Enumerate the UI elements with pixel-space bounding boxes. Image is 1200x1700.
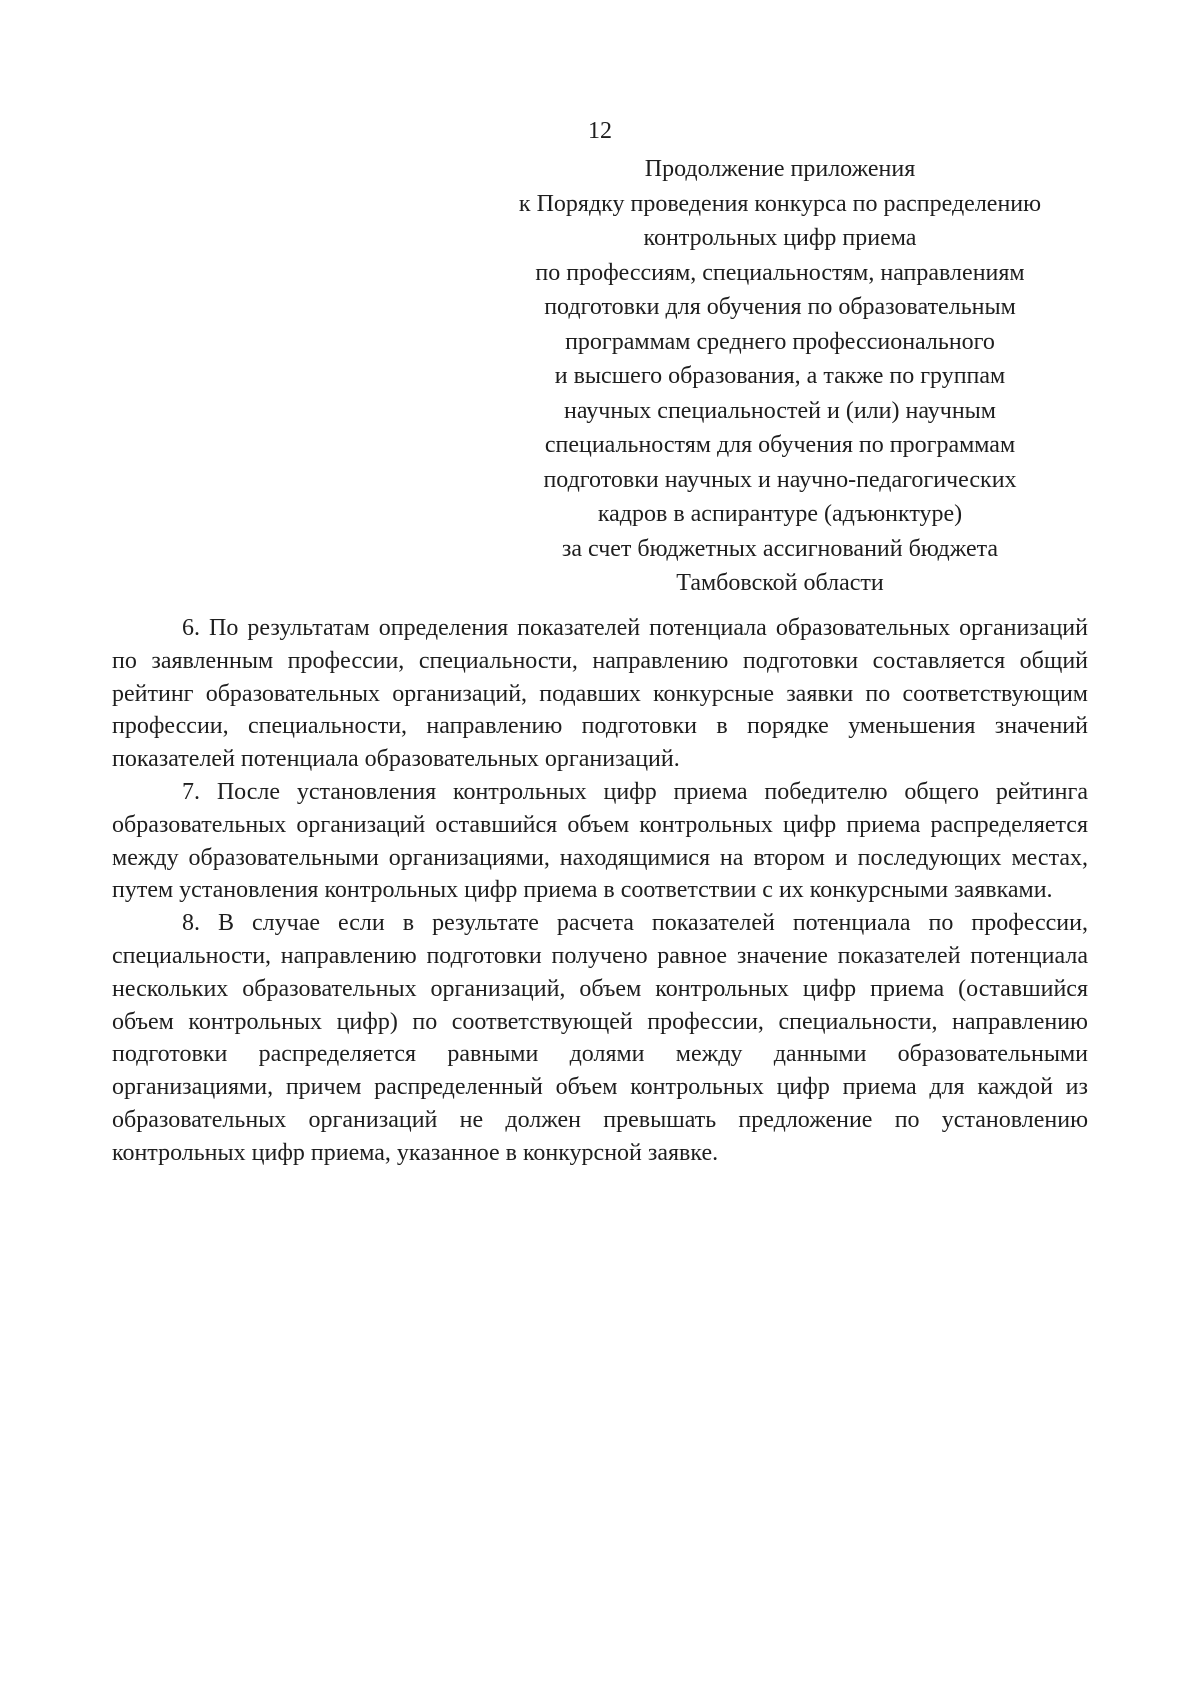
appendix-heading-line: Тамбовской области: [676, 570, 884, 596]
body-text: [112, 612, 1088, 1170]
appendix-heading-line: подготовки научных и научно-педагогических: [543, 466, 1017, 493]
appendix-heading-line: контрольных цифр приема: [643, 225, 917, 251]
appendix-heading-line: за счет бюджетных ассигнований бюджета: [561, 535, 999, 562]
appendix-heading: [420, 152, 1140, 601]
appendix-heading-line: по профессиям, специальностям, направлениям: [535, 259, 1025, 286]
paragraph-8: 8. В случае если в результате расчета показателей потенциала по профессии, специальности, направлению подготовки получено равное значение показателей потенциала нескольких образовательных организаций, объем контрольных цифр приема (оставшийся объем контрольных цифр) по соответствующей профессии, специальности, направлению подготовки распределяется равными долями между данными образовательными организациями, причем распределенный объем контрольных цифр приема для каждой из образовательных организаций не должен превышать предложение по установлению контрольных цифр приема, указанное в конкурсной заявке.: [112, 910, 1088, 1166]
appendix-heading-line: подготовки для обучения по образовательным: [544, 294, 1016, 320]
paragraph-7: 7. После установления контрольных цифр приема победителю общего рейтинга образовательных организаций оставшийся объем контрольных цифр приема распределяется между образовательными организациями, находящимися на втором и последующих местах, путем установления контрольных цифр приема в соответствии с их конкурсными заявками.: [112, 778, 1088, 904]
appendix-heading-line: кадров в аспирантуре (адъюнктуре): [597, 501, 963, 527]
appendix-heading-line: и высшего образования, а также по группам: [554, 363, 1006, 389]
appendix-heading-line: научных специальностей и (или) научным: [563, 397, 996, 424]
appendix-heading-line: Продолжение приложения: [644, 156, 916, 182]
paragraph-6: 6. По результатам определения показателей потенциала образовательных организаций по заявленным профессии, специальности, направлению подготовки составляется общий рейтинг образовательных организаций, подавших конкурсные заявки по соответствующим профессии, специальности, направлению подготовки в порядке уменьшения значений показателей потенциала образовательных организаций.: [112, 615, 1088, 773]
appendix-heading-line: программам среднего профессионального: [565, 328, 995, 355]
appendix-heading-line: специальностям для обучения по программам: [544, 432, 1016, 458]
page-number: 12: [588, 118, 612, 144]
appendix-heading-line: к Порядку проведения конкурса по распределению: [518, 190, 1042, 217]
